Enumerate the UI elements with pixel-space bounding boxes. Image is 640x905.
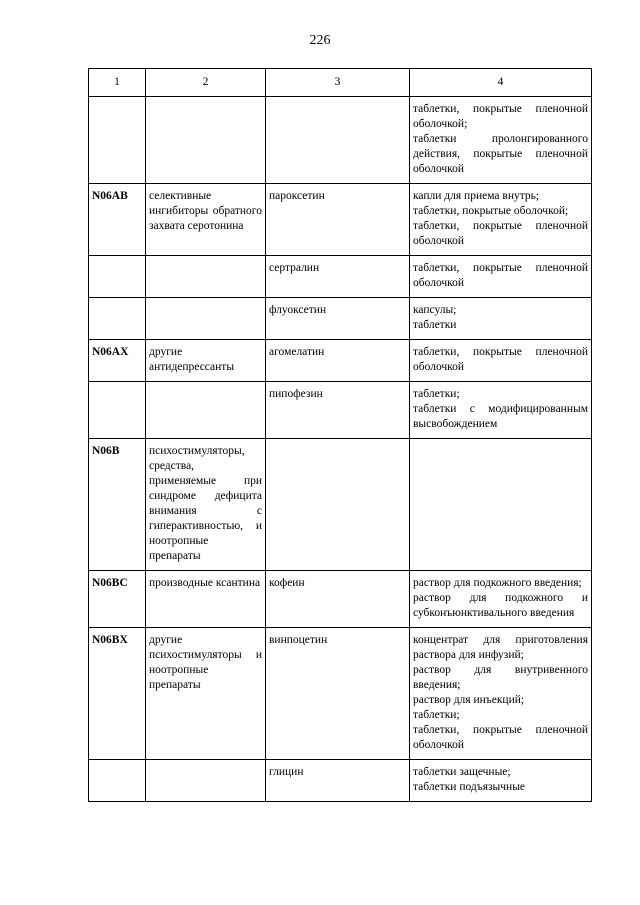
table-header-row xyxy=(89,69,592,97)
table-row xyxy=(89,256,592,298)
column-header-code: 1 xyxy=(89,69,146,97)
group-name-cell xyxy=(146,298,266,340)
dosage-form-item: таблетки подъязычные xyxy=(413,781,526,793)
dosage-forms-cell xyxy=(410,382,592,439)
dosage-form-item: таблетки, покрытые оболочкой; xyxy=(413,205,569,217)
drug-name-cell: флуоксетин xyxy=(266,298,410,340)
dosage-form-item: раствор для подкожного и субконъюнктивального введения xyxy=(413,592,588,619)
atc-code-cell xyxy=(89,256,146,298)
dosage-form-item: концентрат для приготовления раствора для инфузий; xyxy=(413,634,588,661)
group-name-cell: другие антидепрессанты xyxy=(146,340,266,382)
drug-name-cell: пароксетин xyxy=(266,184,410,256)
group-name-cell xyxy=(146,97,266,184)
dosage-forms-cell xyxy=(410,439,592,571)
atc-code-cell: N06BC xyxy=(89,571,146,628)
dosage-form-item: раствор для подкожного введения; xyxy=(413,577,582,589)
drug-name-cell: сертралин xyxy=(266,256,410,298)
dosage-form-item: таблетки xyxy=(413,319,457,331)
table-row xyxy=(89,184,592,256)
group-name-cell: селективные ингибиторы обратного захвата серотонина xyxy=(146,184,266,256)
dosage-form-item: таблетки; xyxy=(413,709,460,721)
drug-name-cell: кофеин xyxy=(266,571,410,628)
dosage-form-item: таблетки с модифицированным высвобождением xyxy=(413,403,588,430)
table-row xyxy=(89,439,592,571)
atc-code-cell: N06BX xyxy=(89,628,146,760)
atc-code-cell: N06AX xyxy=(89,340,146,382)
table-row xyxy=(89,628,592,760)
table-body xyxy=(89,97,592,802)
page-number: 226 xyxy=(309,33,331,48)
table-row xyxy=(89,97,592,184)
table-row xyxy=(89,382,592,439)
table-row xyxy=(89,760,592,802)
dosage-forms-cell xyxy=(410,184,592,256)
dosage-form-item: капли для приема внутрь; xyxy=(413,190,540,202)
dosage-forms-cell xyxy=(410,298,592,340)
dosage-form-item: таблетки, покрытые пленочной оболочкой xyxy=(413,724,588,751)
dosage-forms-cell xyxy=(410,256,592,298)
drug-name-cell: глицин xyxy=(266,760,410,802)
dosage-forms-cell xyxy=(410,571,592,628)
dosage-form-item: таблетки защечные; xyxy=(413,766,511,778)
atc-code-cell xyxy=(89,760,146,802)
atc-code-cell: N06AB xyxy=(89,184,146,256)
group-name-cell: другие психостимуляторы и ноотропные препараты xyxy=(146,628,266,760)
atc-code-cell xyxy=(89,97,146,184)
group-name-cell: производные ксантина xyxy=(146,571,266,628)
group-name-cell xyxy=(146,382,266,439)
dosage-form-item: таблетки, покрытые пленочной оболочкой; xyxy=(413,103,588,130)
column-header-group: 2 xyxy=(146,69,266,97)
dosage-form-item: таблетки; xyxy=(413,388,460,400)
table-row xyxy=(89,340,592,382)
dosage-forms-cell xyxy=(410,340,592,382)
group-name-cell xyxy=(146,760,266,802)
drug-table xyxy=(88,68,592,802)
dosage-forms-cell xyxy=(410,97,592,184)
drug-name-cell xyxy=(266,97,410,184)
dosage-form-item: таблетки, покрытые пленочной оболочкой xyxy=(413,262,588,289)
atc-code-cell xyxy=(89,298,146,340)
atc-code-cell xyxy=(89,382,146,439)
dosage-forms-cell xyxy=(410,628,592,760)
drug-name-cell: пипофезин xyxy=(266,382,410,439)
drug-name-cell: винпоцетин xyxy=(266,628,410,760)
dosage-forms-cell xyxy=(410,760,592,802)
dosage-form-item: таблетки, покрытые пленочной оболочкой xyxy=(413,346,588,373)
dosage-form-item: раствор для внутривенного введения; xyxy=(413,664,588,691)
dosage-form-item: таблетки пролонгированного действия, покрытые пленочной оболочкой xyxy=(413,133,588,175)
group-name-cell: психостимуляторы, средства, применяемые при синдроме дефицита внимания с гиперактивностью, и ноотропные препараты xyxy=(146,439,266,571)
group-name-cell xyxy=(146,256,266,298)
table-row xyxy=(89,571,592,628)
dosage-form-item: капсулы; xyxy=(413,304,457,316)
dosage-form-item: таблетки, покрытые пленочной оболочкой xyxy=(413,220,588,247)
drug-name-cell: агомелатин xyxy=(266,340,410,382)
column-header-forms: 4 xyxy=(410,69,592,97)
drug-name-cell xyxy=(266,439,410,571)
atc-code-cell: N06B xyxy=(89,439,146,571)
dosage-form-item: раствор для инъекций; xyxy=(413,694,525,706)
column-header-drug: 3 xyxy=(266,69,410,97)
table-row xyxy=(89,298,592,340)
